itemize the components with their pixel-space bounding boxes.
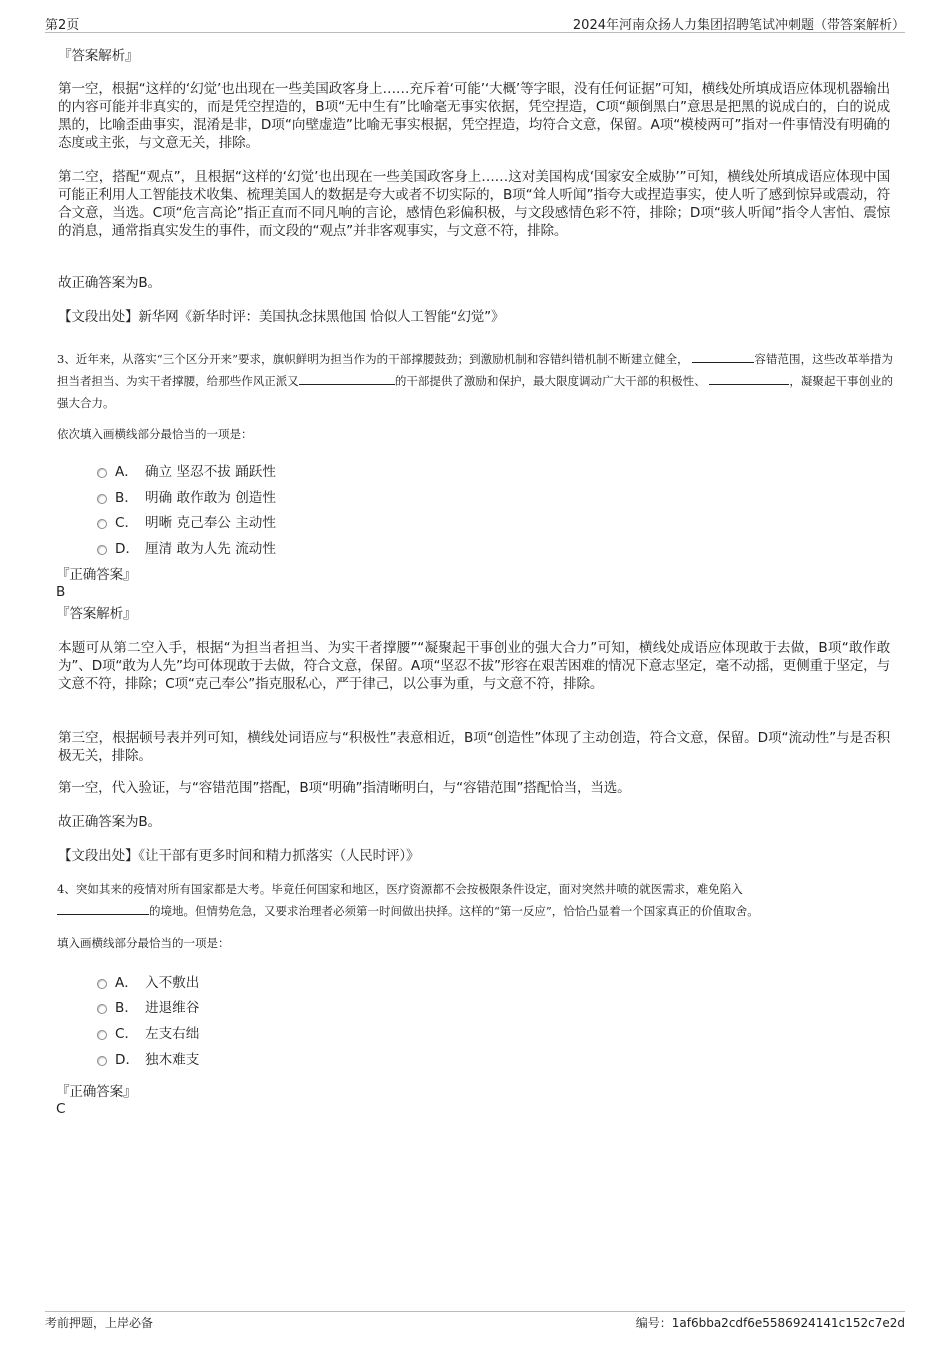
analysis-paragraph: 第一空，根据“这样的‘幻觉’也出现在一些美国政客身上……充斥着‘可能’‘大概’等字眼，没有任何证据”可知，横线处所填成语应体现机器输出的内容可能并非真实的，而是凭空捏造的，B项“无中生有”比喻毫无事实依据，凭空捏造，C项“颠倒黑白”意思是把黑的说成白的，白的说成黑的，比喻歪曲事实，混淆是非，D项“向壁虚造”比喻无事实根据，凭空捏造，均符合文意，保留。A项“模棱两可”指对一件事情没有明确的态度或主张，与文意无关，排除。	[58, 81, 890, 151]
option-a[interactable]	[97, 460, 276, 480]
question-text: ，凝聚起干事创业的强大合力。	[57, 374, 894, 410]
analysis-label: 『答案解析』	[56, 606, 137, 622]
answer-value: B	[56, 584, 66, 600]
question-text: 4、突如其来的疫情对所有国家都是大考。毕竟任何国家和地区，医疗资源都不会按极限条件设定，面对突然井喷的就医需求，难免陷入	[57, 882, 743, 896]
option-text: 进退维谷	[145, 1000, 200, 1016]
option-text: 厘清 敢为人先 流动性	[145, 541, 276, 557]
footer-divider	[45, 1311, 905, 1312]
radio-icon[interactable]	[97, 1030, 107, 1040]
blank	[57, 902, 149, 915]
option-text: 明晰 克己奉公 主动性	[145, 515, 276, 531]
option-b[interactable]	[97, 486, 276, 506]
question-text: 容错范围，这些改革举措为担当者担当、为实干者撑腰，给那些作风正派又	[57, 352, 893, 388]
question-prompt: 填入画横线部分最恰当的一项是：	[57, 936, 230, 950]
answer-label: 『正确答案』	[56, 567, 137, 583]
radio-icon[interactable]	[97, 1004, 107, 1014]
footer-slogan: 考前押题，上岸必备	[45, 1316, 154, 1330]
radio-icon[interactable]	[97, 545, 107, 555]
question-text: 的干部提供了激励和保护，最大限度调动广大干部的积极性、	[394, 374, 706, 388]
option-text: 确立 坚忍不拔 踊跃性	[145, 464, 276, 480]
option-text: 左支右绌	[145, 1026, 200, 1042]
analysis-paragraph: 第一空，代入验证，与“容错范围”搭配，B项“明确”指清晰明白，与“容错范围”搭配恰当，当选。	[58, 780, 631, 796]
option-c[interactable]	[97, 511, 276, 531]
analysis-paragraph: 本题可从第二空入手，根据“为担当者担当、为实干者撑腰”“凝聚起干事创业的强大合力”可知，横线处成语应体现敢于去做，B项“敢作敢为”、D项“敢为人先”均可体现敢于去做，符合文意，保留。A项“坚忍不拔”形容在艰苦困难的情况下意志坚定，毫不动摇，更侧重于坚定，与文意不符，排除；C项“克己奉公”指克服私心，严于律己，以公事为重，与文意不符，排除。	[58, 640, 890, 692]
conclusion: 故正确答案为B。	[58, 814, 161, 830]
header-divider	[45, 32, 905, 33]
analysis-label: 『答案解析』	[58, 48, 139, 64]
option-text: 独木难支	[145, 1052, 200, 1068]
option-text: 明确 敢作敢为 创造性	[145, 490, 276, 506]
document-id: 编号：1af6bba2cdf6e5586924141c152c7e2d	[635, 1316, 905, 1330]
option-letter: B．	[115, 490, 138, 506]
answer-value: C	[56, 1101, 66, 1117]
radio-icon[interactable]	[97, 1056, 107, 1066]
question-text: 3、近年来，从落实“三个区分开来”要求，旗帜鲜明为担当作为的干部撑腰鼓劲；到激励机制和容错纠错机制不断建立健全，	[57, 352, 689, 366]
question-3-text	[57, 348, 893, 414]
blank	[709, 372, 789, 385]
radio-icon[interactable]	[97, 468, 107, 478]
option-a[interactable]	[97, 971, 199, 991]
blank	[692, 350, 754, 363]
radio-icon[interactable]	[97, 519, 107, 529]
option-letter: D．	[115, 1052, 140, 1068]
option-d[interactable]	[97, 1048, 199, 1068]
option-letter: A．	[115, 975, 138, 991]
question-4-text	[57, 878, 893, 922]
analysis-paragraph: 第三空，根据顿号表并列可知，横线处词语应与“积极性”表意相近，B项“创造性”体现了主动创造，符合文意，保留。D项“流动性”与是否积极无关，排除。	[58, 730, 890, 764]
option-c[interactable]	[97, 1022, 199, 1042]
source: 【文段出处】《让干部有更多时间和精力抓落实（人民时评）》	[58, 848, 420, 864]
question-prompt: 依次填入画横线部分最恰当的一项是：	[57, 427, 253, 441]
analysis-paragraph: 第二空，搭配“观点”，且根据“这样的‘幻觉’也出现在一些美国政客身上……这对美国构成‘国家安全威胁’”可知，横线处所填成语应体现中国可能正利用人工智能技术收集、梳理美国人的数据是夸大或者不切实际的，B项“耸人听闻”指夸大或捏造事实，使人听了感到惊异或震动，符合文意，当选。C项“危言高论”指正直而不同凡响的言论，感情色彩偏积极，与文段感情色彩不符，排除；D项“骇人听闻”指令人害怕、震惊的消息，通常指真实发生的事件，而文段的“观点”并非客观事实，与文意不符，排除。	[58, 169, 890, 239]
option-letter: B．	[115, 1000, 138, 1016]
radio-icon[interactable]	[97, 494, 107, 504]
option-letter: C．	[115, 1026, 139, 1042]
question-text: 的境地。但情势危急，又要求治理者必须第一时间做出抉择。这样的“第一反应”，恰恰凸显着一个国家真正的价值取舍。	[149, 904, 759, 918]
option-b[interactable]	[97, 996, 199, 1016]
answer-label: 『正确答案』	[56, 1084, 137, 1100]
option-letter: D．	[115, 541, 140, 557]
conclusion: 故正确答案为B。	[58, 275, 161, 291]
page-number: 第2页	[45, 18, 80, 33]
blank	[299, 372, 395, 385]
option-letter: A．	[115, 464, 138, 480]
document-title: 2024年河南众扬人力集团招聘笔试冲刺题（带答案解析）	[572, 18, 905, 33]
option-text: 入不敷出	[145, 975, 200, 991]
radio-icon[interactable]	[97, 979, 107, 989]
option-letter: C．	[115, 515, 139, 531]
source: 【文段出处】新华网《新华时评：美国执念抹黑他国 恰似人工智能“幻觉”》	[58, 309, 505, 325]
option-d[interactable]	[97, 537, 276, 557]
